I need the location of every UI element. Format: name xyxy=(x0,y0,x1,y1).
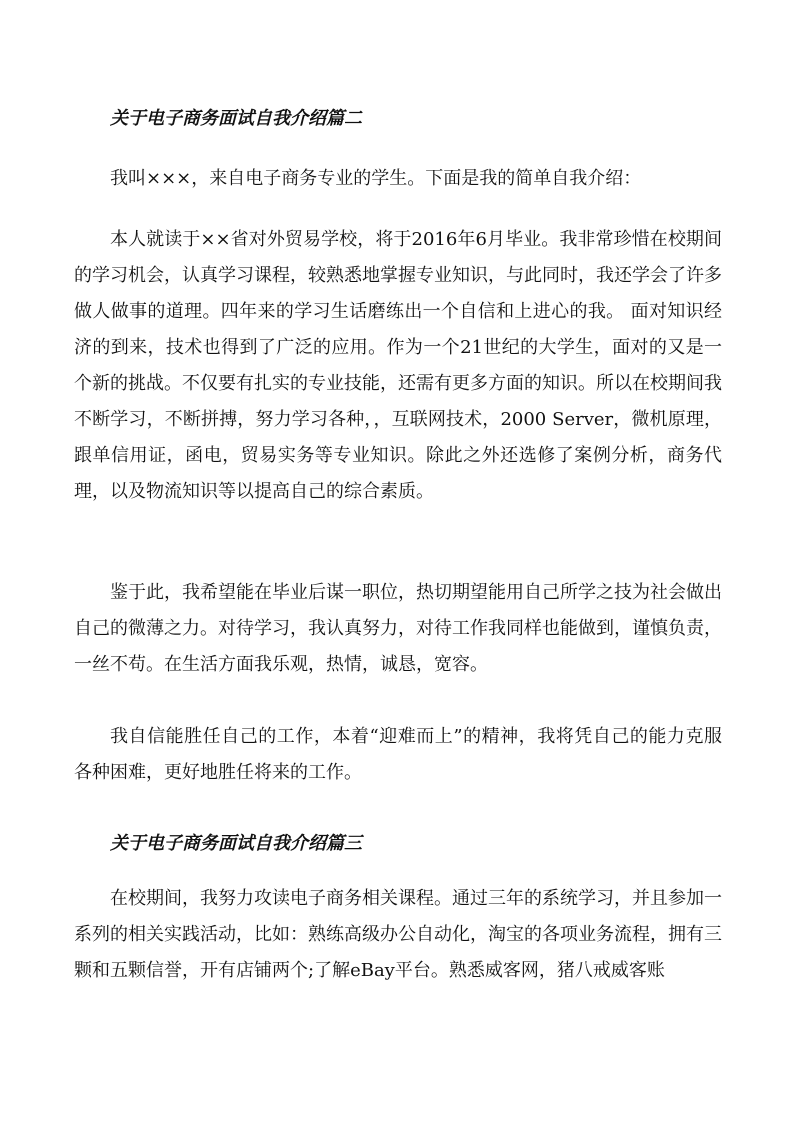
paragraph-confidence: 我自信能胜任自己的工作，本着“迎难而上”的精神，我将凭自己的能力克服各种困难，更好地胜任将来的工作。 xyxy=(74,726,722,783)
paragraph-aspiration: 鉴于此，我希望能在毕业后谋一职位，热切期望能用自己所学之技为社会做出自己的微薄之力。对待学习，我认真努力，对待工作我同样也能做到，谨慎负责，一丝不苟。在生活方面我乐观，热情，诚恳，宽容。 xyxy=(74,582,722,675)
section-heading-3: 关于电子商务面试自我介绍篇三 xyxy=(110,833,362,854)
section-heading-2: 关于电子商务面试自我介绍篇二 xyxy=(110,108,362,129)
intro-line: 我叫×××，来自电子商务专业的学生。下面是我的简单自我介绍： xyxy=(110,168,642,189)
paragraph-campus: 在校期间，我努力攻读电子商务相关课程。通过三年的系统学习，并且参加一系列的相关实践活动，比如：熟练高级办公自动化，淘宝的各项业务流程，拥有三颗和五颗信誉，开有店铺两个;了解eBay平台。熟悉威客网，猪八戒威客账 xyxy=(74,888,722,981)
paragraph-education: 本人就读于××省对外贸易学校，将于2016年6月毕业。我非常珍惜在校期间的学习机会，认真学习课程，较熟悉地掌握专业知识，与此同时，我还学会了许多做人做事的道理。四年来的学习生话磨练出一个自信和上进心的我。 面对知识经济的到来，技术也得到了广泛的应用。作为一个21世纪的大学生，面对的又是一个新的挑战。不仅要有扎实的专业技能，还需有更多方面的知识。所以在校期间我不断学习，不断拼搏，努力学习各种，，互联网技术，2000 Server，微机原理，跟单信用证，函电，贸易实务等专业知识。除此之外还选修了案例分析，商务代理，以及物流知识等以提高自己的综合素质。 xyxy=(74,229,722,502)
